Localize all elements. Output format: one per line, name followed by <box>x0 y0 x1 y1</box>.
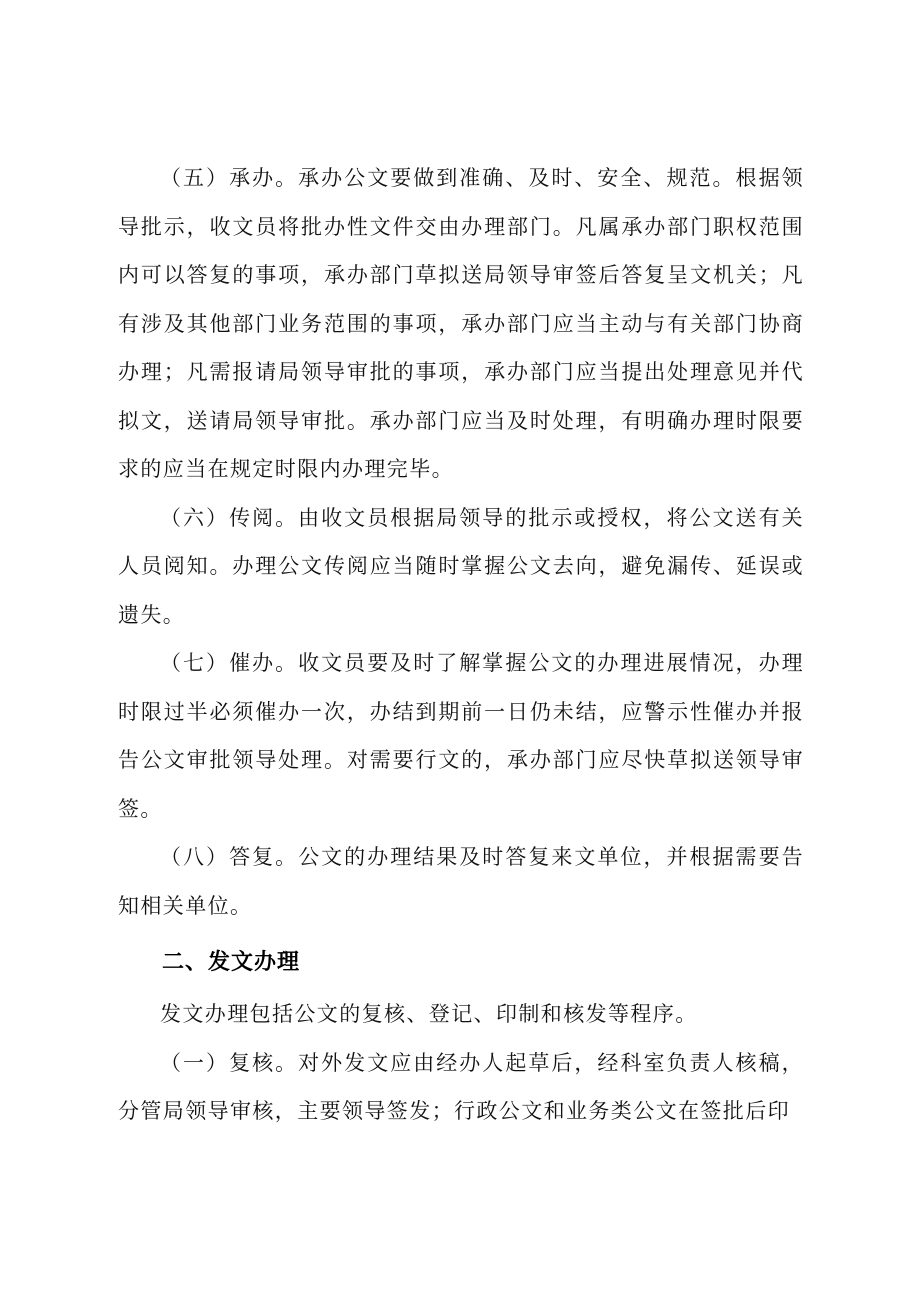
section-heading-dispatch: 二、发文办理 <box>162 950 301 975</box>
document-body <box>118 154 804 1136</box>
paragraph-review: （一）复核。对外发文应由经办人起草后，经科室负责人核稿，分管局领导审核，主要领导签发；行政公文和业务类公文在签批后印 <box>118 1050 804 1123</box>
paragraph-urging: （七）催办。收文员要及时了解掌握公文的办理进展情况，办理时限过半必须催办一次，办结到期前一日仍未结，应警示性催办并报告公文审批领导处理。对需要行文的，承办部门应尽快草拟送领导审签。 <box>118 651 804 821</box>
paragraph-undertaking: （五）承办。承办公文要做到准确、及时、安全、规范。根据领导批示，收文员将批办性文件交由办理部门。凡属承办部门职权范围内可以答复的事项，承办部门草拟送局领导审签后答复呈文机关；凡有涉及其他部门业务范围的事项，承办部门应当主动与有关部门协商办理；凡需报请局领导审批的事项，承办部门应当提出处理意见并代拟文，送请局领导审批。承办部门应当及时处理，有明确办理时限要求的应当在规定时限内办理完毕。 <box>118 166 804 481</box>
paragraph-reply: （八）答复。公文的办理结果及时答复来文单位，并根据需要告知相关单位。 <box>118 845 804 918</box>
paragraph-circulation: （六）传阅。由收文员根据局领导的批示或授权，将公文送有关人员阅知。办理公文传阅应当随时掌握公文去向，避免漏传、延误或遗失。 <box>118 505 804 627</box>
paragraph-dispatch-intro: 发文办理包括公文的复核、登记、印制和核发等程序。 <box>160 1002 698 1026</box>
